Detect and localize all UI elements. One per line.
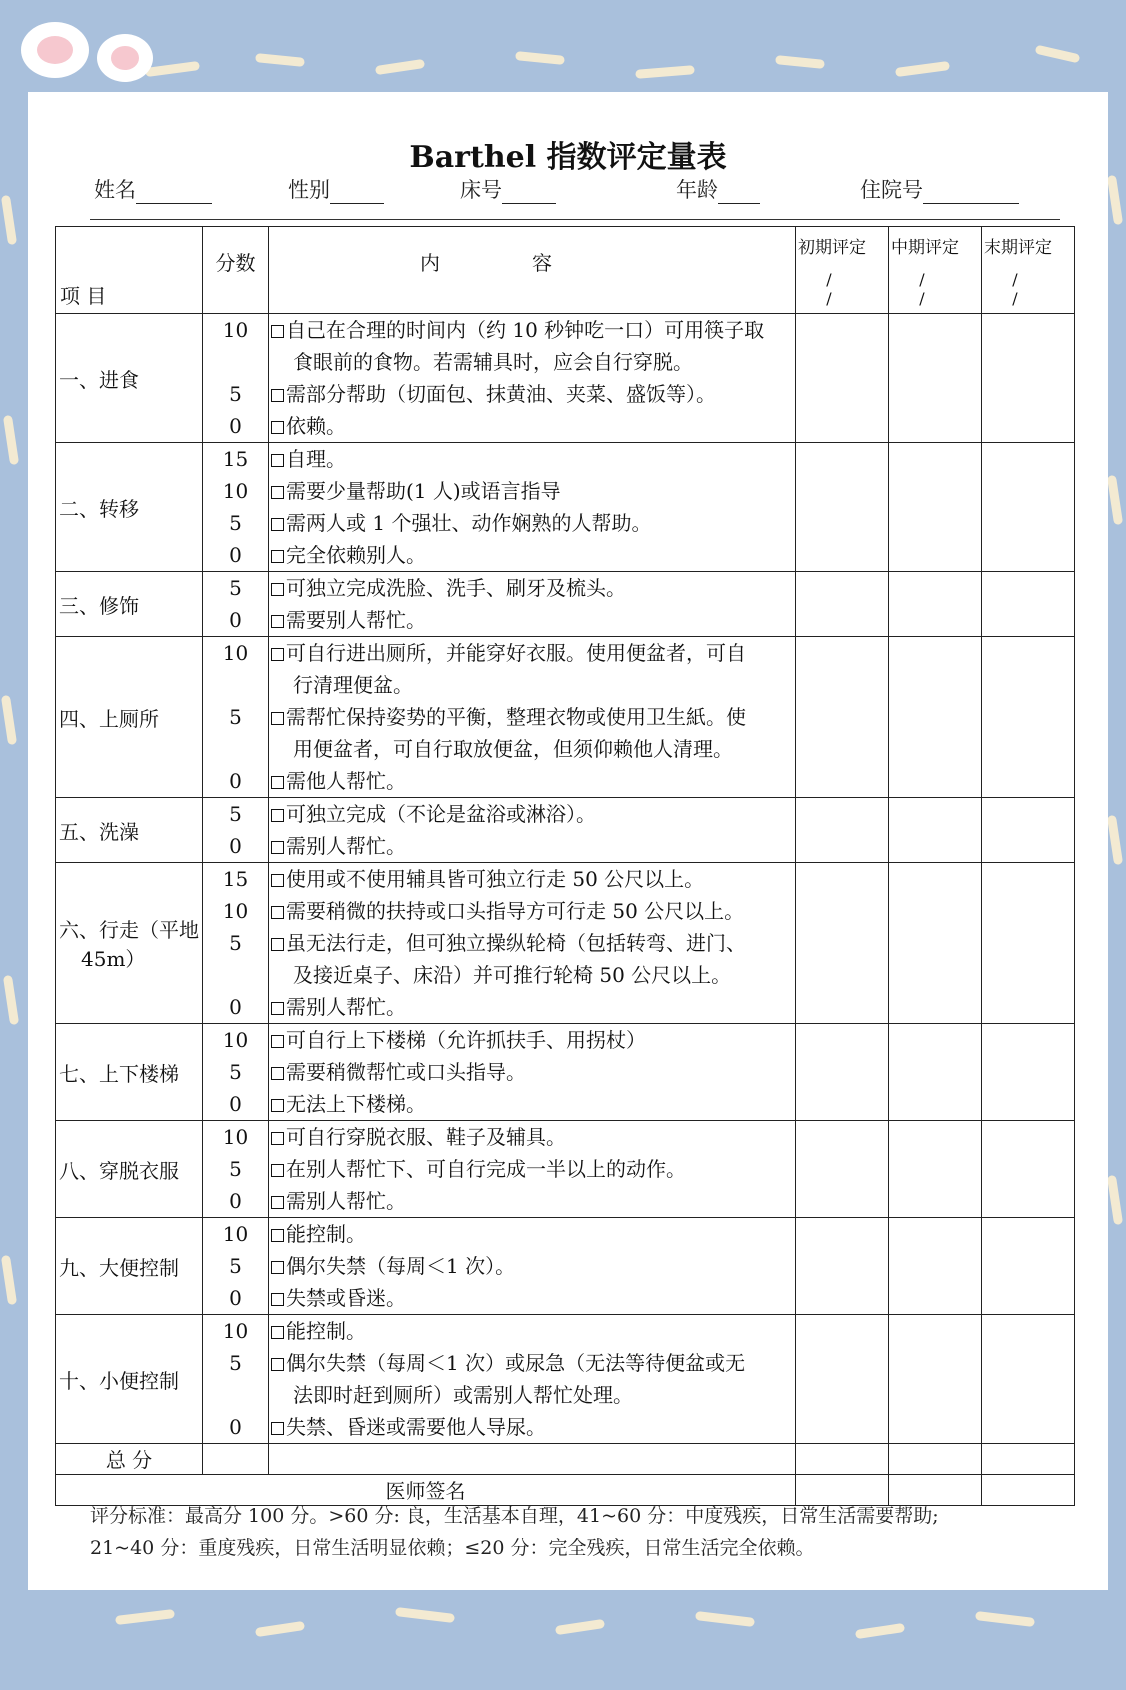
header-phase-initial <box>796 227 889 314</box>
score-value: 10 <box>222 479 249 503</box>
option-text: 需部分帮助（切面包、抹黄油、夹菜、盛饭等）。 <box>286 382 716 406</box>
checkbox[interactable] <box>271 615 284 628</box>
checkbox[interactable] <box>271 1002 284 1015</box>
option-text: 需要少量帮助(1 人)或语言指导 <box>286 479 561 503</box>
age-blank <box>718 183 760 204</box>
option-text: 失禁、昏迷或需要他人导尿。 <box>286 1415 546 1439</box>
name-blank <box>136 183 212 204</box>
score-cell-initial[interactable] <box>796 1315 889 1444</box>
score-value: 0 <box>229 543 242 567</box>
total-cell-initial[interactable] <box>796 1444 889 1475</box>
item-name <box>56 798 203 863</box>
item-name-text: 九、大便控制 <box>59 1255 179 1280</box>
option-text: 需要稍微的扶持或口头指导方可行走 50 公尺以上。 <box>286 899 745 923</box>
option-text: 需帮忙保持姿势的平衡，整理衣物或使用卫生紙。使 <box>286 705 746 729</box>
option-line <box>269 991 795 1023</box>
score-value: 0 <box>229 1092 242 1116</box>
item-content <box>269 863 796 1024</box>
score-cell-final[interactable] <box>982 863 1075 1024</box>
score-value: 15 <box>222 867 249 891</box>
option-line <box>269 959 795 991</box>
checkbox[interactable] <box>271 454 284 467</box>
option-text: 在别人帮忙下、可自行完成一半以上的动作。 <box>286 1157 686 1181</box>
barthel-table <box>55 226 1075 1506</box>
checkbox[interactable] <box>271 648 284 661</box>
item-scores <box>203 863 269 1024</box>
header-score: 分数 <box>203 227 269 314</box>
item-content <box>269 572 796 637</box>
score-value: 10 <box>222 1125 249 1149</box>
score-cell-final[interactable] <box>982 637 1075 798</box>
header-divider <box>90 219 1060 220</box>
item-content <box>269 1121 796 1218</box>
item-name-text: 四、上厕所 <box>59 706 159 731</box>
table-row <box>56 798 1075 863</box>
option-text: 及接近桌子、床沿）并可推行轮椅 50 公尺以上。 <box>293 963 732 987</box>
score-cell-middle[interactable] <box>889 1024 982 1121</box>
bed-field[interactable] <box>460 174 556 204</box>
table-row <box>56 1024 1075 1121</box>
item-name-text: 八、穿脱衣服 <box>59 1158 179 1183</box>
option-line <box>269 1347 795 1379</box>
table-row <box>56 1315 1075 1444</box>
phase-middle-label: 中期评定 <box>891 238 959 258</box>
checkbox[interactable] <box>271 389 284 402</box>
option-text: 可自行上下楼梯（允许抓扶手、用拐杖） <box>286 1028 646 1052</box>
checkbox[interactable] <box>271 1422 284 1435</box>
option-text: 能控制。 <box>286 1319 366 1343</box>
admission-field[interactable] <box>860 174 1019 204</box>
option-text: 可自行进出厕所，并能穿好衣服。使用便盆者，可自 <box>286 641 746 665</box>
option-text: 行清理便盆。 <box>293 673 413 697</box>
name-label: 姓名 <box>94 178 136 202</box>
score-value: 0 <box>229 769 242 793</box>
header-phase-middle <box>889 227 982 314</box>
checkbox[interactable] <box>271 583 284 596</box>
option-line <box>269 1153 795 1185</box>
score-cell-initial[interactable] <box>796 443 889 572</box>
score-cell-final[interactable] <box>982 314 1075 443</box>
score-cell-final[interactable] <box>982 1024 1075 1121</box>
score-value: 5 <box>229 1060 242 1084</box>
option-line <box>269 1121 795 1153</box>
checkbox[interactable] <box>271 1099 284 1112</box>
option-text: 使用或不使用辅具皆可独立行走 50 公尺以上。 <box>286 867 705 891</box>
option-line <box>269 314 795 346</box>
option-text: 无法上下楼梯。 <box>286 1092 426 1116</box>
score-value <box>203 1379 268 1411</box>
item-name-text: 五、洗澡 <box>59 819 139 844</box>
option-text: 虽无法行走，但可独立操纵轮椅（包括转弯、进门、 <box>286 931 746 955</box>
option-text: 食眼前的食物。若需辅具时，应会自行穿脱。 <box>293 350 693 374</box>
item-name <box>56 1024 203 1121</box>
score-cell-initial[interactable] <box>796 572 889 637</box>
checkbox[interactable] <box>271 712 284 725</box>
score-cell-middle[interactable] <box>889 863 982 1024</box>
total-label: 总 分 <box>56 1444 203 1475</box>
score-cell-final[interactable] <box>982 1218 1075 1315</box>
table-row <box>56 637 1075 798</box>
item-name-text: 六、行走（平地 <box>59 918 199 942</box>
item-scores <box>203 1024 269 1121</box>
option-text: 需要别人帮忙。 <box>286 608 426 632</box>
option-line <box>269 1379 795 1411</box>
name-field[interactable] <box>94 174 212 204</box>
score-value <box>203 669 268 701</box>
sex-field[interactable] <box>288 174 384 204</box>
item-name-text: 二、转移 <box>59 496 139 521</box>
score-cell-initial[interactable] <box>796 798 889 863</box>
score-value <box>203 733 268 765</box>
table-row <box>56 443 1075 572</box>
item-content <box>269 1218 796 1315</box>
scoring-criteria-line1: 评分标准：最高分 100 分。>60 分: 良，生活基本自理，41~60 分：中度残疾，日常生活需要帮助; <box>90 1505 939 1527</box>
score-cell-middle[interactable] <box>889 314 982 443</box>
item-name-text: 七、上下楼梯 <box>59 1061 179 1086</box>
option-text: 需两人或 1 个强壮、动作娴熟的人帮助。 <box>286 511 652 535</box>
option-line <box>269 1315 795 1347</box>
option-line <box>269 1218 795 1250</box>
item-name <box>56 637 203 798</box>
table-row <box>56 863 1075 1024</box>
score-value: 0 <box>229 608 242 632</box>
table-row <box>56 1121 1075 1218</box>
option-text: 自己在合理的时间内（约 10 秒钟吃一口）可用筷子取 <box>286 318 765 342</box>
score-value: 5 <box>229 576 242 600</box>
score-value: 5 <box>229 1351 242 1375</box>
option-line <box>269 443 795 475</box>
score-value: 5 <box>229 511 242 535</box>
score-cell-final[interactable] <box>982 1121 1075 1218</box>
option-line <box>269 895 795 927</box>
score-cell-middle[interactable] <box>889 1121 982 1218</box>
option-text: 可独立完成（不论是盆浴或淋浴）。 <box>286 802 596 826</box>
option-text: 需他人帮忙。 <box>286 769 406 793</box>
score-value: 5 <box>229 931 242 955</box>
checkbox[interactable] <box>271 1261 284 1274</box>
option-line <box>269 701 795 733</box>
phase-final-date: / / <box>1012 270 1046 308</box>
option-text: 法即时赶到厕所）或需别人帮忙处理。 <box>293 1383 633 1407</box>
checkbox[interactable] <box>271 809 284 822</box>
total-cell-content <box>269 1444 796 1475</box>
item-scores <box>203 637 269 798</box>
checkbox[interactable] <box>271 776 284 789</box>
score-cell-initial[interactable] <box>796 1218 889 1315</box>
total-cell-score <box>203 1444 269 1475</box>
option-text: 需别人帮忙。 <box>286 995 406 1019</box>
score-value: 10 <box>222 641 249 665</box>
checkbox[interactable] <box>271 938 284 951</box>
item-content <box>269 1024 796 1121</box>
option-line <box>269 410 795 442</box>
item-scores <box>203 1218 269 1315</box>
item-name <box>56 572 203 637</box>
item-name-text: 三、修饰 <box>59 593 139 618</box>
option-line <box>269 765 795 797</box>
score-cell-middle[interactable] <box>889 1218 982 1315</box>
option-text: 完全依赖别人。 <box>286 543 426 567</box>
checkbox[interactable] <box>271 421 284 434</box>
item-content <box>269 1315 796 1444</box>
item-content <box>269 798 796 863</box>
option-line <box>269 669 795 701</box>
score-value: 15 <box>222 447 249 471</box>
option-line <box>269 378 795 410</box>
item-scores <box>203 1121 269 1218</box>
score-value: 10 <box>222 1028 249 1052</box>
checkbox[interactable] <box>271 486 284 499</box>
option-line <box>269 507 795 539</box>
item-name-text: 一、进食 <box>59 367 139 392</box>
option-line <box>269 637 795 669</box>
checkbox[interactable] <box>271 1164 284 1177</box>
phase-middle-date: / / <box>919 270 953 308</box>
score-value: 10 <box>222 1319 249 1343</box>
checkbox[interactable] <box>271 1067 284 1080</box>
checkbox[interactable] <box>271 518 284 531</box>
score-cell-middle[interactable] <box>889 637 982 798</box>
item-name <box>56 863 203 1024</box>
scoring-criteria-line2: 21~40 分：重度残疾，日常生活明显依赖；≤20 分：完全残疾，日常生活完全依赖。 <box>90 1537 815 1559</box>
option-line <box>269 1088 795 1120</box>
admission-blank <box>923 183 1019 204</box>
option-text: 能控制。 <box>286 1222 366 1246</box>
header-content-label: 内容 <box>420 251 644 275</box>
item-content <box>269 314 796 443</box>
checkbox[interactable] <box>271 325 284 338</box>
age-label: 年龄 <box>676 178 718 202</box>
item-scores <box>203 1315 269 1444</box>
option-line <box>269 1056 795 1088</box>
table-row <box>56 572 1075 637</box>
sex-label: 性别 <box>288 178 330 202</box>
score-cell-initial[interactable] <box>796 314 889 443</box>
score-value: 5 <box>229 1157 242 1181</box>
table-row <box>56 1218 1075 1315</box>
option-text: 偶尔失禁（每周＜1 次）。 <box>286 1254 516 1278</box>
score-cell-initial[interactable] <box>796 1024 889 1121</box>
phase-initial-label: 初期评定 <box>798 238 866 258</box>
score-value: 0 <box>229 1286 242 1310</box>
score-value: 5 <box>229 382 242 406</box>
header-content <box>269 227 796 314</box>
item-scores <box>203 314 269 443</box>
option-line <box>269 1185 795 1217</box>
score-cell-final[interactable] <box>982 443 1075 572</box>
option-line <box>269 830 795 862</box>
score-cell-initial[interactable] <box>796 863 889 1024</box>
score-cell-middle[interactable] <box>889 572 982 637</box>
option-text: 自理。 <box>286 447 346 471</box>
score-cell-final[interactable] <box>982 572 1075 637</box>
phase-final-label: 末期评定 <box>984 238 1052 258</box>
total-row <box>56 1444 1075 1475</box>
option-text: 用便盆者，可自行取放便盆，但须仰赖他人清理。 <box>293 737 733 761</box>
score-value: 10 <box>222 318 249 342</box>
score-value <box>203 959 268 991</box>
checkbox[interactable] <box>271 1035 284 1048</box>
checkbox[interactable] <box>271 1229 284 1242</box>
score-value: 5 <box>229 705 242 729</box>
score-value: 0 <box>229 1189 242 1213</box>
page-title: Barthel 指数评定量表 <box>409 140 727 175</box>
score-value: 0 <box>229 995 242 1019</box>
option-line <box>269 572 795 604</box>
total-cell-final[interactable] <box>982 1444 1075 1475</box>
item-scores <box>203 443 269 572</box>
bed-blank <box>502 183 556 204</box>
score-value: 0 <box>229 834 242 858</box>
option-text: 需要稍微帮忙或口头指导。 <box>286 1060 526 1084</box>
item-name <box>56 1121 203 1218</box>
checkbox[interactable] <box>271 874 284 887</box>
checkbox[interactable] <box>271 1293 284 1306</box>
checkbox[interactable] <box>271 1132 284 1145</box>
score-cell-middle[interactable] <box>889 1315 982 1444</box>
score-value: 5 <box>229 802 242 826</box>
score-cell-middle[interactable] <box>889 798 982 863</box>
option-text: 偶尔失禁（每周＜1 次）或尿急（无法等待便盆或无 <box>286 1351 746 1375</box>
signature-label: 医师签名 <box>56 1475 796 1506</box>
option-line <box>269 1250 795 1282</box>
item-name <box>56 443 203 572</box>
score-value: 5 <box>229 1254 242 1278</box>
option-line <box>269 1282 795 1314</box>
option-line <box>269 604 795 636</box>
checkbox[interactable] <box>271 1326 284 1339</box>
option-line <box>269 539 795 571</box>
option-text: 可独立完成洗脸、洗手、刷牙及梳头。 <box>286 576 626 600</box>
admission-label: 住院号 <box>860 178 923 202</box>
score-value: 10 <box>222 1222 249 1246</box>
option-text: 可自行穿脱衣服、鞋子及辅具。 <box>286 1125 566 1149</box>
checkbox[interactable] <box>271 906 284 919</box>
score-value <box>203 346 268 378</box>
option-text: 依赖。 <box>286 414 346 438</box>
item-name-text-2: 45m） <box>81 947 146 971</box>
score-cell-initial[interactable] <box>796 1121 889 1218</box>
item-content <box>269 637 796 798</box>
item-scores <box>203 798 269 863</box>
item-name <box>56 1218 203 1315</box>
option-line <box>269 1024 795 1056</box>
option-line <box>269 798 795 830</box>
header-phase-final <box>982 227 1075 314</box>
sex-blank <box>330 183 384 204</box>
score-cell-initial[interactable] <box>796 637 889 798</box>
option-line <box>269 927 795 959</box>
phase-initial-date: / / <box>826 270 860 308</box>
assessment-sheet <box>28 92 1108 1590</box>
checkbox[interactable] <box>271 1196 284 1209</box>
total-cell-middle[interactable] <box>889 1444 982 1475</box>
header-item: 项 目 <box>56 227 203 314</box>
item-name <box>56 314 203 443</box>
age-field[interactable] <box>676 174 760 204</box>
option-text: 需别人帮忙。 <box>286 834 406 858</box>
score-value: 0 <box>229 414 242 438</box>
option-line <box>269 1411 795 1443</box>
option-line <box>269 733 795 765</box>
score-cell-final[interactable] <box>982 1315 1075 1444</box>
checkbox[interactable] <box>271 550 284 563</box>
option-text: 失禁或昏迷。 <box>286 1286 406 1310</box>
score-value: 0 <box>229 1415 242 1439</box>
scoring-criteria <box>90 1500 1080 1564</box>
option-line <box>269 863 795 895</box>
table-row <box>56 314 1075 443</box>
item-scores <box>203 572 269 637</box>
checkbox[interactable] <box>271 841 284 854</box>
item-name-text: 十、小便控制 <box>59 1368 179 1393</box>
bed-label: 床号 <box>460 178 502 202</box>
checkbox[interactable] <box>271 1358 284 1371</box>
item-name <box>56 1315 203 1444</box>
item-content <box>269 443 796 572</box>
score-value: 10 <box>222 899 249 923</box>
option-line <box>269 346 795 378</box>
option-line <box>269 475 795 507</box>
score-cell-middle[interactable] <box>889 443 982 572</box>
table-header-row <box>56 227 1075 314</box>
option-text: 需别人帮忙。 <box>286 1189 406 1213</box>
score-cell-final[interactable] <box>982 798 1075 863</box>
